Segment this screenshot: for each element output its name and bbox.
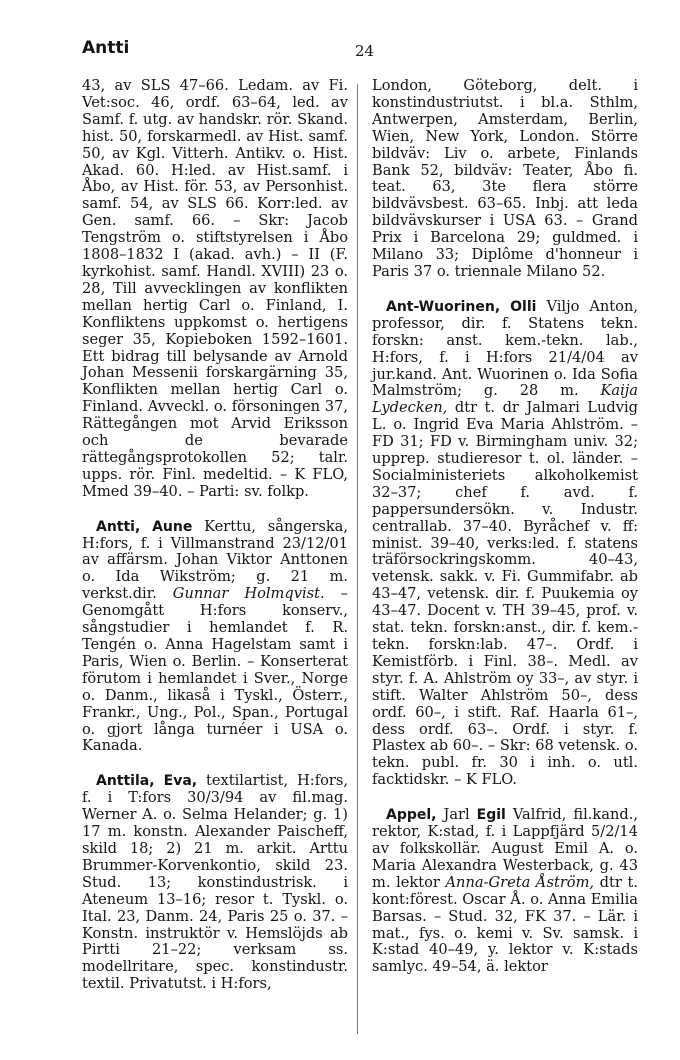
entry-text: – Genomgått H:fors konserv., sångstudier i hemlandet f. R. Tengén o. Anna Hagelstam samt i Paris, Wien o. Berlin. – Konserterat förutom i hemlandet i Sver., Norge o. Danm., likaså i Tyskl., Österr., Frankr., Ung., Pol., Span., Portugal o. gjort långa turnéer i USA o. Kanada.	[82, 585, 348, 755]
entry-given-name: Aune	[152, 518, 193, 535]
entry-spouse: Anna-Greta Åström,	[445, 873, 595, 891]
right-column	[372, 78, 638, 976]
entry-text: Viljo Anton, professor, dir. f. Statens tekn. forskn: anst. kem.-tekn. lab., H:fors, f. i H:fors 21/4/04 av jur.kand. Ant. Wuorinen o. Ida Sofia Malmström; g. 28 m.	[372, 297, 638, 400]
left-column	[82, 78, 348, 993]
entry-appel-egil	[372, 807, 638, 976]
continued-entry-text: 43, av SLS 47–66. Ledam. av Fi. Vet:soc. 46, ordf. 63–64, led. av Samf. f. utg. av handskr. rör. Skand. hist. 50, forskarmedl. av Hist. samf. 50, av Kgl. Vitterh. Antikv. o. Hist. Akad. 60. H:led. av Hist.samf. i Åbo, av Hist. för. 53, av Personhist. samf. 54, av SLS 66. Korr:led. av Gen. samf. 66. – Skr: Jacob Tengström o. stiftstyrelsen i Åbo 1808–1832 I (akad. avh.) – II (F. kyrkohist. samf. Handl. XVIII) 23 o. 28, Till avvecklingen av konflikten mellan hertig Carl o. Finland, I. Konfliktens uppkomst o. hertigens seger 35, Kopieboken 1592–1601. Ett bidrag till belysande av Arnold Johan Messenii forskargärning 35, Konflikten mellan hertig Carl o. Finland. Avveckl. o. försoningen 37, Rättegången mot Arvid Eriksson och de bevarade rättegångsprotokollen 52; talr. upps. rör. Finl. medeltid. – K FLO, Mmed 39–40. – Parti: sv. folkp.	[82, 77, 348, 500]
entry-text: Valfrid, fil.kand., rektor, K:stad, f. i Lappfjärd 5/2/14 av folkskollär. August Emil A. o. Maria Alexandra Westerback, g. 43 m. lektor	[372, 806, 638, 891]
entry-text: dtr t. kont:förest. Oscar Å. o. Anna Emilia Barsas. – Stud. 32, FK 37. – Lär. i mat., fys. o. kemi v. Sv. samsk. i K:stad 40–49, y. lektor v. K:stads samlyc. 49–54, ä. lektor	[372, 873, 638, 976]
entry-given-name: Egil	[476, 807, 506, 824]
entry-spouse: Gunnar Holmqvist.	[172, 585, 325, 603]
continued-entry-text: London, Göteborg, delt. i konstindustriutst. i bl.a. Sthlm, Antwerpen, Amsterdam, Berlin, Wien, New York, London. Större bildväv: Liv o. arbete, Finlands Bank 52, bildväv: Teater, Åbo fi. teat. 63, 3te flera större bildvävsbest. 63–65. Inbj. att leda bildvävskurser i USA 63. – Grand Prix i Barcelona 29; guldmed. i Milano 33; Diplôme d'honneur i Paris 37 o. triennale Milano 52.	[372, 77, 638, 280]
entry-spouse: Kaija Lydecken,	[372, 382, 638, 417]
entry-text: textilartist, H:fors, f. i T:fors 30/3/94 av fil.mag. Werner A. o. Selma Helander; g. 1) 17 m. konstn. Alexander Paischeff, skild 18; 2) 21 m. arkit. Arttu Brummer-Korvenkontio, skild 23. Stud. 13; konstindustrisk. i Ateneum 13–16; resor t. Tyskl. o. Ital. 23, Danm. 24, Paris 25 o. 37. – Konstn. instruktör v. Hemslöjds ab Pirtti 21–22; verksam ss. modellritare, spec. konstindustr. textil. Privatutst. i H:fors,	[82, 772, 348, 993]
entry-given-name: Olli	[510, 298, 537, 315]
entry-surname: Appel,	[386, 807, 437, 824]
entry-anttila-eva	[82, 773, 348, 993]
entry-surname: Antti,	[96, 518, 141, 535]
page-number: 24	[354, 42, 375, 60]
column-divider	[357, 84, 358, 1034]
entry-antti-aune	[82, 519, 348, 756]
entry-ant-wuorinen-olli	[372, 299, 638, 789]
running-head: Antti	[82, 38, 130, 58]
entry-headword: Anttila, Eva,	[96, 773, 198, 790]
entry-middle-name: Jarl	[436, 806, 477, 824]
entry-text: dtr t. dr Jalmari Ludvig L. o. Ingrid Eva Maria Ahlström. – FD 31; FD v. Birmingham univ. 32; upprep. studieresor t. ol. länder. – Socialministeriets alkoholkemist 32–37; chef f. avd. f. pappersundersökn. v. Industr. centrallab. 37–40. Byråchef v. ff: minist. 39–40, verks:led. f. statens träförsockringskomm. 40–43, vetensk. sakk. v. Fi. Gummifabr. ab 43–47, vetensk. dir. f. Puukemia oy 43–47. Docent v. TH 39–45, prof. v. stat. tekn. forskn:anst., dir. f. kem.-tekn. forskn:lab. 47–. Ordf. i Kemistförb. i Finl. 38–. Medl. av styr. f. A. Ahlström oy 33–, av styr. i stift. Walter Ahlström 50–, dess ordf. 60–, i stift. Raf. Haarla 61–, dess ordf. 63–. Ordf. i styr. f. Plastex ab 60–. – Skr: 68 vetensk. o. tekn. publ. fr. 30 i inh. o. utl. facktidskr. – K FLO.	[372, 399, 638, 789]
entry-surname: Ant-Wuorinen,	[386, 298, 501, 315]
page-header	[82, 38, 647, 68]
entry-text: Kerttu, sångerska, H:fors, f. i Villmanstrand 23/12/01 av affärsm. Johan Viktor Anttonen o. Ida Wikström; g. 21 m. verkst.dir.	[82, 517, 349, 603]
